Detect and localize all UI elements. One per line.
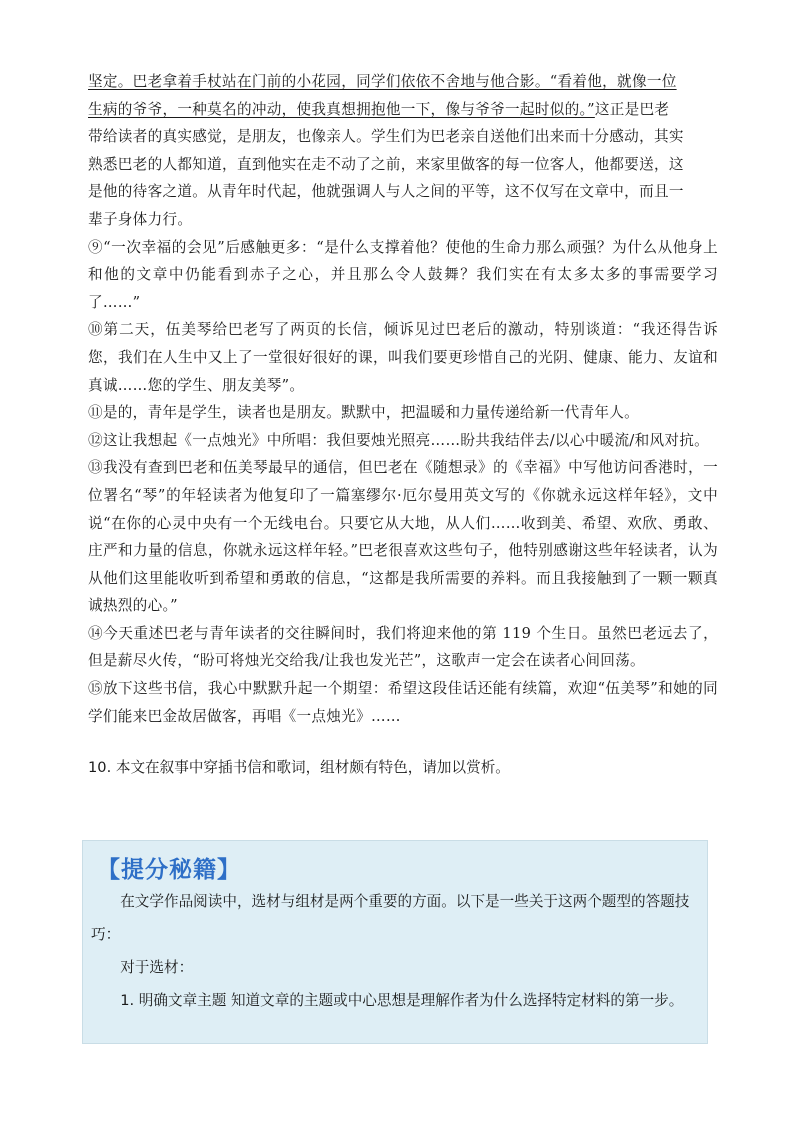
tips-box: [82, 840, 708, 1044]
underlined-line-1: 坚定。巴老拿着手杖站在门前的小花园，同学们依依不舍地与他合影。“看着他，就像一位: [88, 73, 677, 90]
plain-line-4: 熟悉巴老的人都知道，直到他实在走不动了之前，来家里做客的每一位客人，他都要送，这: [88, 155, 684, 173]
question-10: 10. 本文在叙事中穿插书信和歌词，组材颇有特色，请加以赏析。: [88, 759, 510, 776]
plain-line-5: 是他的待客之道。从青年时代起，他就强调人与人之间的平等，这不仅写在文章中，而且一: [88, 183, 684, 201]
tips-body: [91, 885, 703, 1017]
paragraph-11: ⑪是的，青年是学生，读者也是朋友。默默中，把温暖和力量传递给新一代青年人。: [88, 404, 640, 422]
plain-line-2: 这正是巴老: [594, 100, 670, 118]
paragraph-8-continued: [88, 68, 718, 234]
paragraph-12: ⑫这让我想起《一点烛光》中所唱：我但要烛光照亮……盼共我结伴去/以心中暖流/和风对抗。: [88, 431, 710, 449]
tips-intro: 在文学作品阅读中，选材与组材是两个重要的方面。以下是一些关于这两个题型的答题技巧：: [91, 893, 690, 943]
article-text: [88, 68, 718, 730]
plain-line-3: 带给读者的真实感觉，是朋友，也像亲人。学生们为巴老亲自送他们出来而十分感动，其实: [88, 128, 684, 146]
underlined-line-2: 生病的爷爷，一种莫名的冲动，使我真想拥抱他一下，像与爷爷一起时似的。”: [88, 100, 595, 118]
plain-line-6: 辈子身体力行。: [88, 210, 193, 228]
tips-title: 【提分秘籍】: [97, 857, 241, 883]
paragraph-14: ⑭今天重述巴老与青年读者的交往瞬间时，我们将迎来他的第 119 个生日。虽然巴老远去了，但是薪尽火传，“盼可将烛光交给我/让我也发光芒”，这歌声一定会在读者心间回荡。: [88, 624, 718, 670]
paragraph-9: ⑨“一次幸福的会见”后感触更多：“是什么支撑着他？使他的生命力那么顽强？为什么从他身上和他的文章中仍能看到赤子之心，并且那么令人鼓舞？我们实在有太多太多的事需要学习了……”: [88, 238, 718, 311]
paragraph-10: ⑩第二天，伍美琴给巴老写了两页的长信，倾诉见过巴老后的激动，特别谈道：“我还得告诉您，我们在人生中又上了一堂很好很好的课，叫我们要更珍惜自己的光阴、健康、能力、友谊和真诚……您的学生、朋友美琴”。: [88, 321, 718, 394]
tips-subheading: 对于选材：: [120, 959, 194, 976]
paragraph-15: ⑮放下这些书信，我心中默默升起一个期望：希望这段佳话还能有续篇，欢迎“伍美琴”和她的同学们能来巴金故居做客，再唱《一点烛光》……: [88, 680, 718, 725]
paragraph-13: ⑬我没有查到巴老和伍美琴最早的通信，但巴老在《随想录》的《幸福》中写他访问香港时，一位署名“琴”的年轻读者为他复印了一篇塞缪尔·厄尔曼用英文写的《你就永远这样年轻》，文中说“在你的心灵中央有一个无线电台。只要它从大地，从人们……收到美、希望、欢欣、勇敢、庄严和力量的信息，你就永远这样年轻。”巴老很喜欢这些句子，他特别感谢这些年轻读者，认为从他们这里能收听到希望和勇敢的信息，“这都是我所需要的养料。而且我接触到了一颗一颗真诚热烈的心。”: [88, 459, 718, 615]
tips-item-1: 1. 明确文章主题 知道文章的主题或中心思想是理解作者为什么选择特定材料的第一步。: [120, 992, 684, 1009]
